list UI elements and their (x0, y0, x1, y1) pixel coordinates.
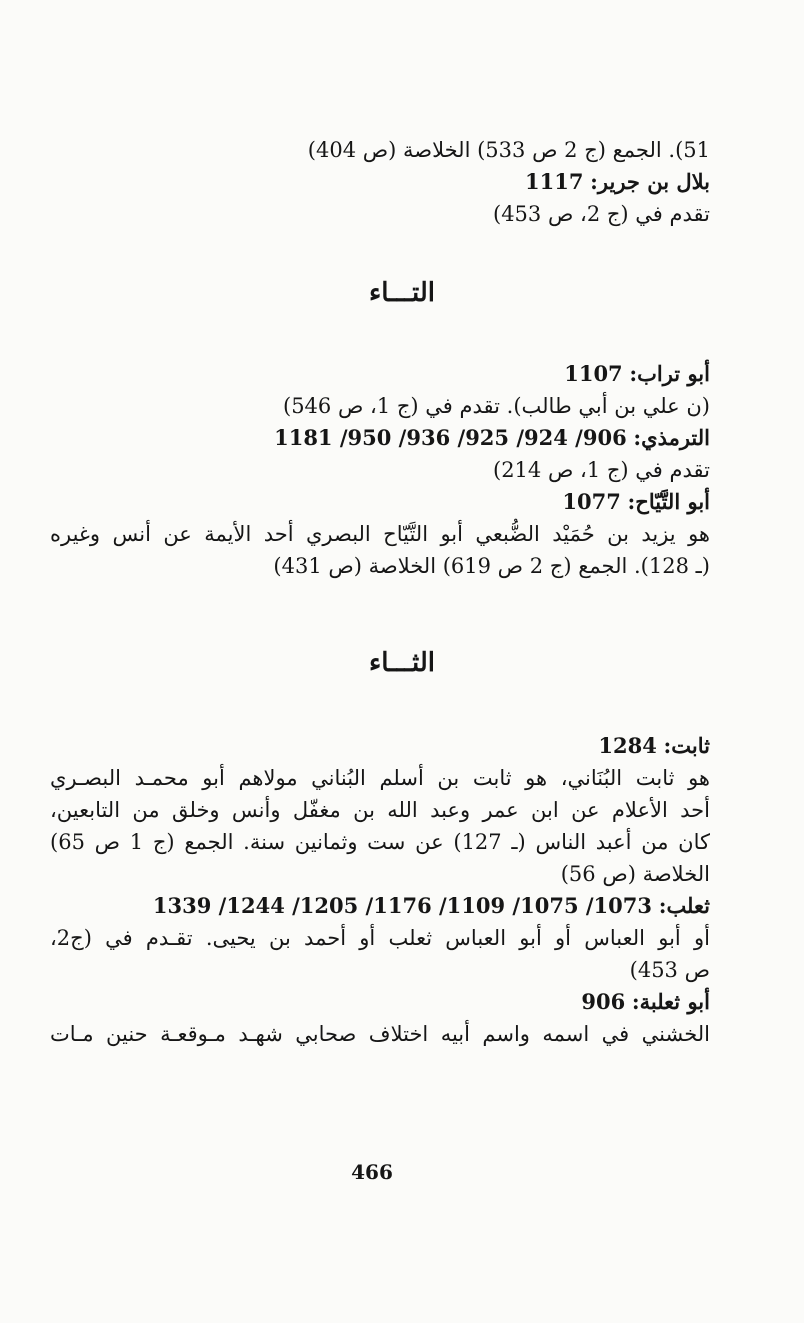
biography-line: هو ثابت البُنَاني، هو ثابت بن أسلم البُناني مولاهم أبو محمـد البصـري (50, 766, 710, 790)
entry-thabit (50, 730, 710, 762)
entry-block-thaa (50, 730, 710, 1050)
entry-abu-tayyah (50, 486, 710, 518)
entry-name: أبو التَّيّاح: (627, 489, 710, 514)
reference-line: 51). الجمع (ج 2 ص 533) الخلاصة (ص 404) (307, 138, 710, 162)
entry-number: 906 (581, 989, 626, 1014)
entry-tirmidhi (50, 422, 710, 454)
entry-number: 1077 (562, 489, 621, 514)
entry-number: 1284 (598, 733, 657, 758)
entry-abu-thalaba (50, 986, 710, 1018)
biography-line: أو أبو العباس أو أبو العباس ثعلب أو أحمد بن يحيى. تقـدم في (ج2، (50, 926, 710, 950)
reference-line: الخلاصة (ص 56) (560, 862, 710, 886)
entry-name: بلال بن جرير: (590, 169, 710, 194)
entry-name: أبو ثعلبة: (631, 989, 710, 1014)
entry-name: الترمذي: (633, 425, 710, 450)
entry-number: 1107 (564, 361, 623, 386)
entry-number: 1117 (525, 169, 584, 194)
entry-thalab (50, 890, 710, 922)
biography-line: أحد الأعلام عن ابن عمر وعبد الله بن مغفّل وأنس وخلق من التابعين، (50, 798, 710, 822)
entry-name: ثعلب: (658, 893, 710, 918)
entry-numbers: 1073/ 1075/ 1109/ 1176/ 1205/ 1244/ 1339 (152, 893, 652, 918)
entry-bilal (50, 166, 710, 198)
entry-name: ثابت: (663, 733, 710, 758)
biography-line: كان من أعبد الناس (ـ 127) عن ست وثمانين سنة. الجمع (ج 1 ص 65) (50, 830, 710, 854)
section-heading-taa: التـــاء (369, 278, 435, 308)
page-number: 466 (351, 1160, 393, 1184)
entry-name: أبو تراب: (629, 361, 710, 386)
reference-line: تقدم في (ج 1، ص 214) (492, 458, 710, 482)
reference-line: ص 453) (629, 958, 710, 982)
reference-line: (ن علي بن أبي طالب). تقدم في (ج 1، ص 546) (282, 394, 710, 418)
biography-line: الخشني في اسمه واسم أبيه اختلاف صحابي شهـد مـوقعـة حنين مـات (50, 1022, 710, 1046)
reference-line: تقدم في (ج 2، ص 453) (492, 202, 710, 226)
biography-line: هو يزيد بن حُمَيْد الضُّبعي أبو التَّيّاح البصري أحد الأيمة عن أنس وغيره (50, 522, 710, 546)
entry-abu-turab (50, 358, 710, 390)
entry-block-baa (50, 134, 710, 230)
section-heading-thaa: الثـــاء (369, 648, 435, 678)
entry-block-taa (50, 358, 710, 582)
entry-numbers: 906/ 924/ 925/ 936/ 950/ 1181 (274, 425, 627, 450)
reference-line: (ـ 128). الجمع (ج 2 ص 619) الخلاصة (ص 431) (273, 554, 710, 578)
